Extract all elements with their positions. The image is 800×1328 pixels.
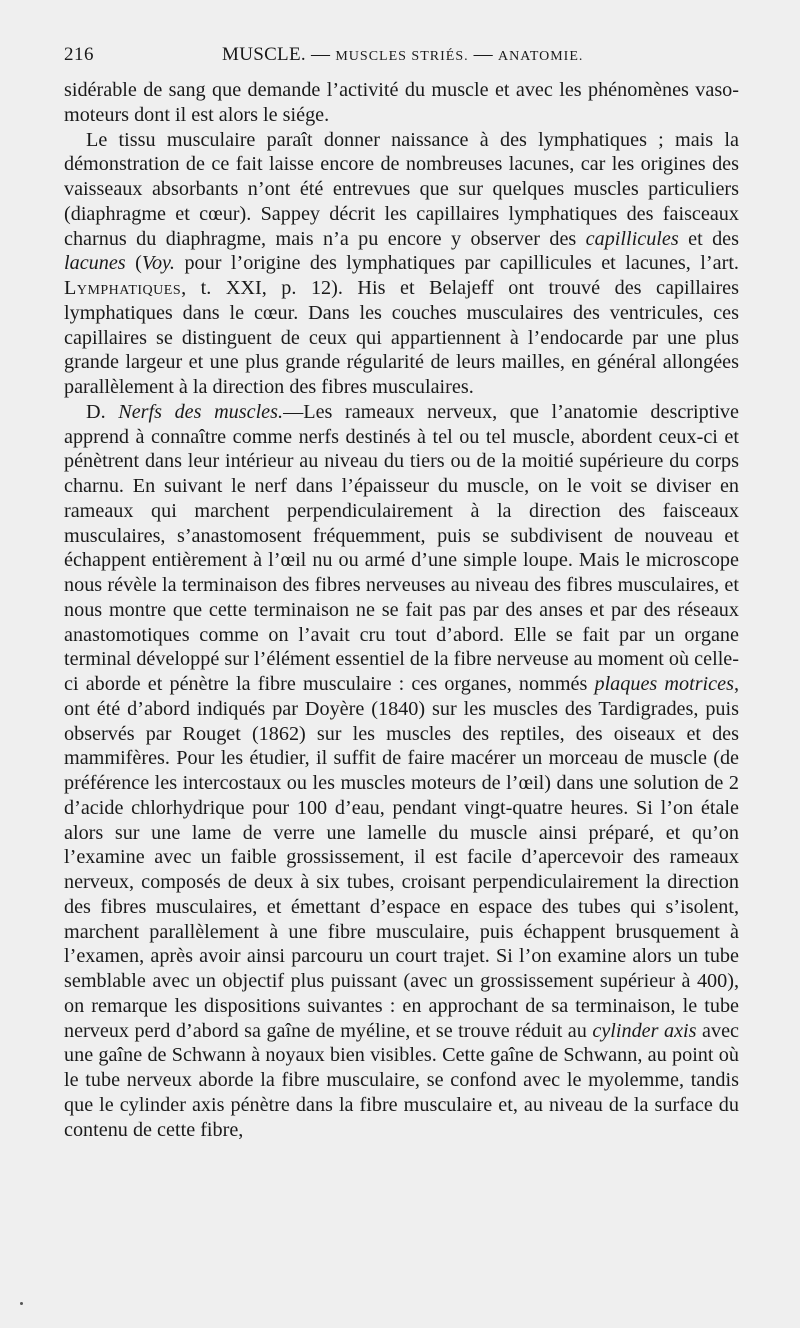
section-heading: Nerfs des muscles. <box>118 400 284 423</box>
running-head-separator: — <box>473 44 493 65</box>
body-text <box>64 78 739 1142</box>
italic-term: lacunes <box>64 252 126 275</box>
paragraph-text: , ont été d’abord indiqués par Doyère (1840) sur les muscles des Tardigrades, puis observés par Rouget (1862) sur les muscles des reptiles, des oiseaux et des mammifères. Pour les étudier, il suffit de faire macérer un morceau de muscle (de préférence les intercostaux ou les muscles moteurs de l’œil) dans une solution de 2 d’acide chlorhydrique pour 100 d’eau, pendant vingt-quatre heures. Si l’on étale alors sur une lame de verre une lamelle du muscle ainsi préparé, et qu’on l’examine avec un faible grossissement, il est facile d’apercevoir des rameaux nerveux, composés de deux à six tubes, croisant perpendiculairement la direction des fibres musculaires, et émettant d’espace en espace des tubes qui s’isolent, marchent parallèlement à une fibre musculaire, puis échappent brusquement à l’examen, après avoir ainsi parcouru un court trajet. Si l’on examine alors un tube semblable avec un objectif plus puissant (avec un grossissement supérieur à 400), on remarque les dispositions suivantes : en approchant de sa terminaison, le tube nerveux perd d’abord sa gaîne de myéline, et se trouve réduit au <box>64 673 739 1042</box>
running-head-title: MUSCLE. <box>222 44 306 65</box>
paragraph-text: pour l’origine des lymphatiques par capillicules et lacunes, l’art. <box>174 252 739 275</box>
running-head <box>222 44 583 66</box>
paragraph-text: et des <box>678 227 739 250</box>
paper-speck <box>20 1302 23 1305</box>
paragraph-text: Le tissu musculaire paraît donner naissance à des lymphatiques ; mais la démonstration de ce fait laisse encore de nombreuses lacunes, car les origines des vaisseaux absorbants n’ont été entrevues que sur quelques muscles particuliers (diaphragme et cœur). Sappey décrit les capillaires lymphatiques des faisceaux charnus du diaphragme, mais n’a pu encore y observer des <box>64 128 739 250</box>
page-header <box>64 44 740 74</box>
paragraph-nerves <box>64 400 739 1143</box>
page-number: 216 <box>64 44 94 65</box>
running-head-section: MUSCLES STRIÉS. <box>335 49 469 64</box>
paragraph-text: —Les rameaux nerveux, que l’anatomie descriptive apprend à connaître comme nerfs destinés à tel ou tel muscle, abordent ceux-ci et pénètrent dans leur intérieur au niveau du tiers ou de la moitié supérieure du corps charnu. En suivant le nerf dans l’épaisseur du muscle, on le voit se diviser en rameaux qui marchent perpendiculairement à la direction des faisceaux musculaires, s’anastomosent fréquemment, puis se subdivisent de nouveau et échappent entièrement à l’œil nu ou armé d’une simple loupe. Mais le microscope nous révèle la terminaison des fibres nerveuses au niveau des fibres musculaires, et nous montre que cette terminaison ne se fait pas par des anses et par des réseaux anastomotiques comme on l’avait cru tout d’abord. Elle se fait par un organe terminal développé sur l’élément essentiel de la fibre nerveuse au moment où celle-ci aborde et pénètre la fibre musculaire : ces organes, nommés <box>64 400 739 695</box>
cross-reference: Lymphatiques <box>64 277 182 299</box>
italic-term: Voy. <box>141 252 175 275</box>
italic-term: plaques motrices <box>594 673 734 695</box>
running-head-separator: — <box>310 44 331 65</box>
paragraph-lymphatics <box>64 128 739 400</box>
paragraph-text: sidérable de sang que demande l’activité du muscle et avec les phénomènes vaso-moteurs dont il est alors le siége. <box>64 79 739 126</box>
italic-term: capillicules <box>585 227 679 250</box>
paragraph-continuation <box>64 78 739 128</box>
running-head-subsection: ANATOMIE. <box>498 49 584 64</box>
italic-term: cylinder axis <box>592 1019 697 1042</box>
paragraph-text: , t. XXI, p. 12). His et Belajeff ont trouvé des capillaires lymphatiques dans le cœur. Dans les couches musculaires des ventricules, ces capillaires se distinguent de ceux qui appartiennent à l’endocarde par une plus grande largeur et une plus grande régularité de leurs mailles, en général allongées parallèlement à la direction des fibres musculaires. <box>64 277 739 398</box>
paragraph-text: avec une gaîne de Schwann à noyaux bien visibles. Cette gaîne de Schwann, au point où le tube nerveux aborde la fibre musculaire, se confond avec le myolemme, tandis que le cylinder axis pénètre dans la fibre musculaire et, au niveau de la surface du contenu de cette fibre, <box>64 1019 739 1141</box>
section-letter: D. <box>86 400 119 423</box>
paragraph-text: ( <box>125 252 142 275</box>
